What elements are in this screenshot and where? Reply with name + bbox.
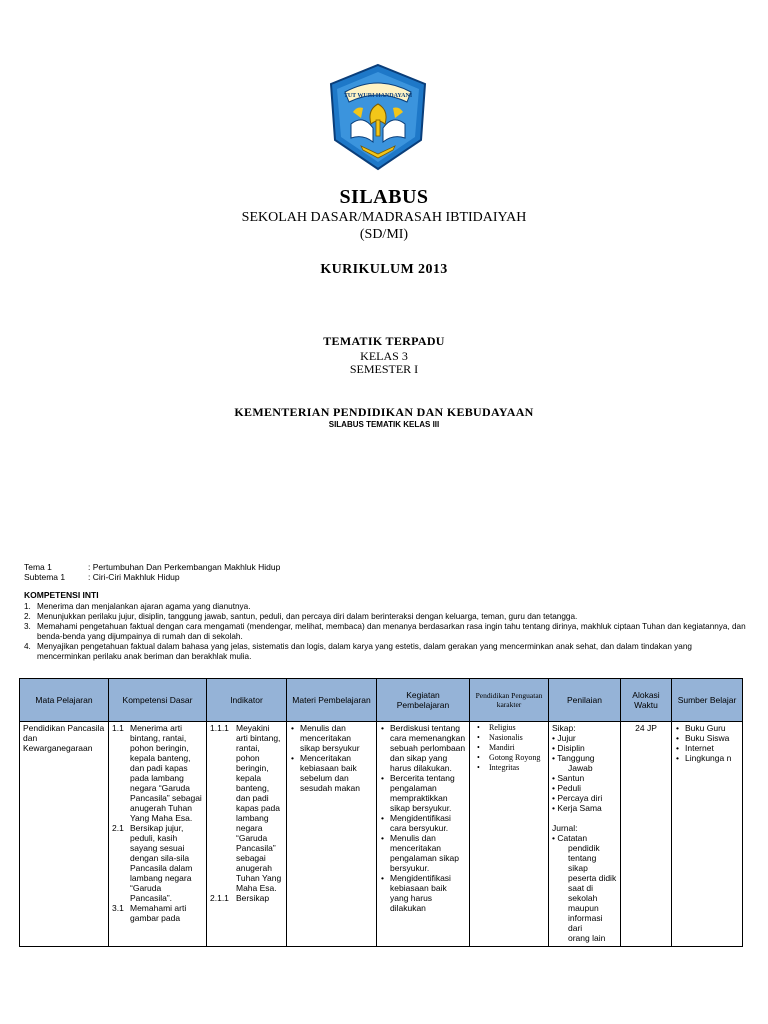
header-kd: Kompetensi Dasar: [109, 679, 207, 722]
ki-num: 2.: [24, 612, 31, 621]
jurnal-item: • Catatan: [552, 833, 588, 843]
penilaian-item: • Peduli: [552, 783, 581, 793]
kegiatan-item: • Mengidentifikasi cara bersyukur.: [380, 813, 466, 833]
cell-materi: [287, 722, 377, 947]
subject-title: TEMATIK TERPADU: [323, 334, 445, 348]
curriculum: KURIKULUM 2013: [320, 262, 448, 277]
school-level: SEKOLAH DASAR/MADRASAH IBTIDAIYAH: [241, 210, 527, 225]
tut-wuri-handayani-logo: [323, 62, 433, 172]
header-sumber: Sumber Belajar: [672, 679, 743, 722]
kegiatan-item: • Menulis dan menceritakan pengalaman sikap bersyukur.: [380, 833, 466, 873]
header-pendidikan: Pendidikan Penguatan karakter: [470, 679, 549, 722]
ministry: KEMENTERIAN PENDIDIKAN DAN KEBUDAYAAN: [234, 405, 534, 419]
grade: KELAS 3: [360, 349, 408, 363]
karakter-item: • Religius: [473, 723, 545, 733]
jurnal-item: informasi dari: [568, 913, 603, 933]
ki-num: 4.: [24, 642, 31, 651]
jurnal-item: saat di: [568, 883, 594, 893]
semester: SEMESTER I: [349, 362, 419, 376]
kegiatan-item: • Bercerita tentang pengalaman mempraktikkan sikap bersyukur.: [380, 773, 466, 813]
ki-text: Menunjukkan perilaku jujur, disiplin, tanggung jawab, santun, peduli, dan percaya diri dalam berinteraksi dengan keluarga, teman, guru dan tetangga.: [37, 612, 578, 621]
ki-num: 3.: [24, 622, 31, 631]
kegiatan-item: • Mengidentifikasi kebiasaan baik yang harus dilakukan: [380, 873, 466, 913]
cell-penilaian: [549, 722, 621, 947]
header-kegiatan: Kegiatan Pembelajaran: [377, 679, 470, 722]
indikator-text: Meyakini arti bintang, rantai, pohon beringin, kepala banteng, dan padi kapas pada lambang negara “Garuda Pancasila” sebagai anugerah Tuhan Yang Maha Esa.: [236, 723, 282, 893]
cell-alokasi: 24 JP: [621, 722, 672, 947]
ki-item: [24, 612, 746, 622]
sumber-item: • Lingkunga n: [675, 753, 739, 763]
svg-text:TUT WURI HANDAYANI: TUT WURI HANDAYANI: [343, 93, 413, 99]
subtema-value: : Ciri-Ciri Makhluk Hidup: [88, 572, 180, 582]
kd-text: Menerima arti bintang, rantai, pohon beringin, kepala banteng, dan padi kapas pada lambang negara “Garuda Pancasila” sebagai anugerah Tuhan Yang Maha Esa.: [130, 723, 202, 823]
header-mapel: Mata Pelajaran: [20, 679, 109, 722]
school-abbrev: (SD/MI): [359, 227, 409, 242]
indikator-num: 1.1.1: [210, 723, 229, 733]
subtitle: SILABUS TEMATIK KELAS III: [328, 420, 440, 429]
penilaian-jurnal-label: Jurnal:: [552, 823, 578, 833]
penilaian-item: • Percaya diri: [552, 793, 603, 803]
header-indikator: Indikator: [207, 679, 287, 722]
penilaian-item: • Tanggung: [552, 753, 595, 763]
kompetensi-inti-title: KOMPETENSI INTI: [24, 590, 99, 600]
kegiatan-item: • Berdiskusi tentang cara memenangkan sebuah perlombaan dan sikap yang harus dilakukan.: [380, 723, 466, 773]
ki-item: [24, 602, 746, 612]
jurnal-item: peserta didik: [568, 873, 617, 883]
penilaian-item: • Disiplin: [552, 743, 585, 753]
indikator-text: Bersikap: [236, 893, 270, 903]
jurnal-item: sekolah: [568, 893, 598, 903]
materi-item: • Menulis dan menceritakan sikap bersyukur: [290, 723, 373, 753]
karakter-item: • Gotong Royong: [473, 753, 545, 763]
ki-item: [24, 622, 746, 642]
sumber-item: • Buku Siswa: [675, 733, 739, 743]
cell-kegiatan: [377, 722, 470, 947]
penilaian-item: Jawab: [568, 763, 593, 773]
header-alokasi: Alokasi Waktu: [621, 679, 672, 722]
tema-value: : Pertumbuhan Dan Perkembangan Makhluk Hidup: [88, 562, 281, 572]
penilaian-item: • Santun: [552, 773, 585, 783]
cell-sumber: [672, 722, 743, 947]
table-row: [20, 722, 743, 947]
cell-mapel: Pendidikan Pancasila dan Kewarganegaraan: [20, 722, 109, 947]
indikator-item: [210, 893, 283, 903]
ki-item: [24, 642, 746, 662]
subtema-label: Subtema 1: [24, 572, 66, 582]
ki-text: Menyajikan pengetahuan faktual dalam bahasa yang jelas, sistematis dan logis, dalam karya yang estetis, dalam gerakan yang mencerminkan anak sehat, dan dalam tindakan yang mencerminkan perilaku anak beriman dan berakhlak mulia.: [37, 642, 692, 661]
header-penilaian: Penilaian: [549, 679, 621, 722]
cell-kd: [109, 722, 207, 947]
cell-karakter: [470, 722, 549, 947]
karakter-item: • Integritas: [473, 763, 545, 773]
karakter-item: • Nasionalis: [473, 733, 545, 743]
jurnal-item: pendidik: [568, 843, 600, 853]
ki-num: 1.: [24, 602, 31, 611]
jurnal-item: tentang sikap: [568, 853, 597, 873]
subtema-line: [24, 572, 180, 582]
karakter-item: • Mandiri: [473, 743, 545, 753]
kd-item: [112, 903, 203, 923]
document-title: SILABUS: [339, 186, 429, 208]
table-header-row: [20, 679, 743, 722]
ki-text: Memahami pengetahuan faktual dengan cara mengamati (mendengar, melihat, membaca) dan menanya berdasarkan rasa ingin tahu tentang dirinya, makhluk ciptaan Tuhan dan kegiatannya, dan benda-benda yang dijumpainya di rumah dan di sekolah.: [37, 622, 746, 641]
indikator-num: 2.1.1: [210, 893, 229, 903]
tema-label: Tema 1: [24, 562, 52, 572]
penilaian-sikap-label: Sikap:: [552, 723, 576, 733]
kd-item: [112, 823, 203, 903]
kd-item: [112, 723, 203, 823]
silabus-table: [19, 678, 743, 947]
kompetensi-inti-list: [24, 602, 746, 662]
penilaian-item: • Jujur: [552, 733, 576, 743]
kd-num: 3.1: [112, 903, 124, 913]
cell-indikator: [207, 722, 287, 947]
penilaian-item: • Kerja Sama: [552, 803, 602, 813]
header-materi: Materi Pembelajaran: [287, 679, 377, 722]
jurnal-item: maupun: [568, 903, 599, 913]
sumber-item: • Internet: [675, 743, 739, 753]
materi-item: • Menceritakan kebiasaan baik sebelum dan sesudah makan: [290, 753, 373, 793]
tema-line: [24, 562, 280, 572]
sumber-item: • Buku Guru: [675, 723, 739, 733]
kd-num: 1.1: [112, 723, 124, 733]
kd-text: Bersikap jujur, peduli, kasih sayang sesuai dengan sila-sila Pancasila dalam lambang negara “Garuda Pancasila”.: [130, 823, 193, 903]
kd-num: 2.1: [112, 823, 124, 833]
ki-text: Menerima dan menjalankan ajaran agama yang dianutnya.: [37, 602, 251, 611]
jurnal-item: orang lain: [568, 933, 606, 943]
indikator-item: [210, 723, 283, 893]
kd-text: Memahami arti gambar pada: [130, 903, 187, 923]
